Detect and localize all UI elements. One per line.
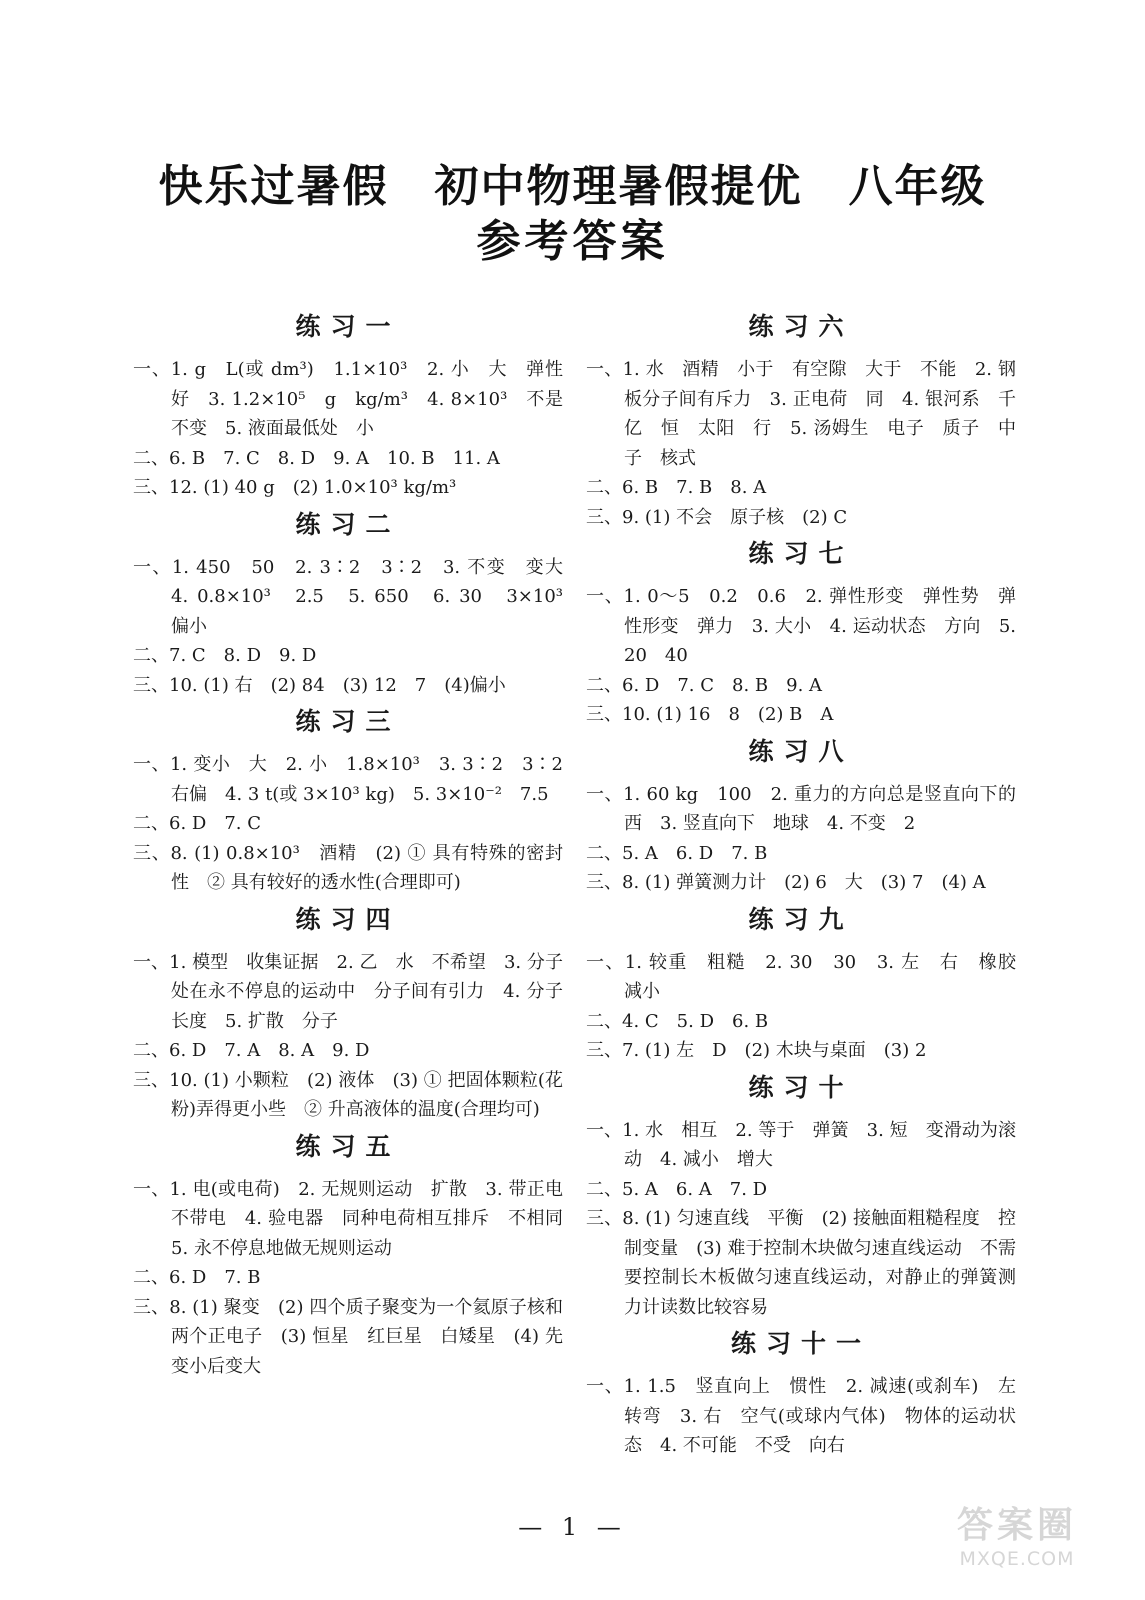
section-title: 练习六 <box>748 312 854 341</box>
left-column <box>133 305 581 1381</box>
answer-line: 一、1. 模型 收集证据 2. 乙 水 不希望 3. 分子处在永不停息的运动中 分子间有引力 4. 分子 长度 5. 扩散 分子 <box>133 951 581 1032</box>
section-title: 练习八 <box>748 736 854 766</box>
exercise-section <box>586 730 1034 898</box>
exercise-section <box>586 1322 1016 1461</box>
answer-line: 三、10. (1) 右 (2) 84 (3) 12 7 (4)偏小 <box>133 674 506 696</box>
answer-line: 一、1. 1.5 竖直向上 惯性 2. 减速(或刹车) 左转弯 3. 右 空气(或球内气体) 物体的运动状态 4. 不可能 不受 向右 <box>586 1376 1016 1456</box>
answer-line: 三、9. (1) 不会 原子核 (2) C <box>586 506 848 528</box>
section-title: 练习十一 <box>730 1329 871 1358</box>
answer-line: 二、4. C 5. D 6. B <box>586 1010 769 1032</box>
answer-line: 三、8. (1) 聚变 (2) 四个质子聚变为一个氦原子核和两个正电子 (3) 恒星 红巨星 白矮星 (4) 先变小后变大 <box>133 1296 563 1377</box>
exercise-section <box>586 1066 1016 1323</box>
answer-line: 二、6. D 7. A 8. A 9. D <box>133 1040 370 1061</box>
exercise-section <box>586 305 1016 532</box>
section-title: 练习五 <box>295 1131 401 1161</box>
exercise-section <box>586 898 1034 1066</box>
answer-line: 二、5. A 6. D 7. B <box>586 842 768 864</box>
answer-line: 三、7. (1) 左 D (2) 木块与桌面 (3) 2 <box>586 1040 927 1061</box>
answer-line: 二、6. D 7. B <box>133 1267 261 1288</box>
page-title: 快乐过暑假 初中物理暑假提优 八年级 <box>158 161 987 212</box>
exercise-section <box>133 305 581 503</box>
exercise-section <box>586 532 1016 730</box>
page-number: — 1 — <box>518 1513 627 1541</box>
watermark-logo <box>917 1504 1117 1574</box>
answer-line: 二、6. D 7. C <box>133 813 261 834</box>
answer-line: 三、10. (1) 16 8 (2) B A <box>586 704 834 725</box>
section-title: 练习二 <box>295 509 401 539</box>
section-title: 练习四 <box>295 904 401 934</box>
exercise-section <box>133 1125 581 1382</box>
answer-line: 三、8. (1) 弹簧测力计 (2) 6 大 (3) 7 (4) A <box>586 872 986 893</box>
exercise-section <box>133 898 581 1125</box>
watermark-url: MXQE.COM <box>959 1548 1075 1570</box>
answer-line: 三、8. (1) 0.8×10³ 酒精 (2) ① 具有特殊的密封性 ② 具有较好的透水性(合理即可) <box>133 842 563 893</box>
answer-line: 三、8. (1) 匀速直线 平衡 (2) 接触面粗糙程度 控制变量 (3) 难于控制木块做匀速直线运动 不需要控制长木板做匀速直线运动，对静止的弹簧测力计读数比较容易 <box>586 1208 1016 1318</box>
answer-line: 一、1. g L(或 dm³) 1.1×10³ 2. 小 大 弹性好 3. 1.2×10⁵ g kg/m³ 4. 8×10³ 不是 不变 5. 液面最低处 小 <box>133 359 581 439</box>
answer-line: 二、6. B 7. C 8. D 9. A 10. B 11. A <box>133 447 500 469</box>
right-column <box>586 305 1034 1461</box>
answer-line: 一、1. 450 50 2. 3∶2 3∶2 3. 不变 变大 4. 0.8×10³ 2.5 5. 650 6. 30 3×10³ 偏小 <box>133 556 581 637</box>
answer-line: 一、1. 60 kg 100 2. 重力的方向总是竖直向下的 西 3. 竖直向下 地球 4. 不变 2 <box>586 783 1034 834</box>
page-subtitle: 参考答案 <box>476 216 669 267</box>
answer-line: 三、12. (1) 40 g (2) 1.0×10³ kg/m³ <box>133 477 457 498</box>
answer-line: 一、1. 0～5 0.2 0.6 2. 弹性形变 弹性势 弹性形变 弹力 3. 大小 4. 运动状态 方向 5. 20 40 <box>586 586 1016 666</box>
answer-line: 一、1. 较重 粗糙 2. 30 30 3. 左 右 橡胶 减小 <box>586 951 1034 1002</box>
answer-line: 一、1. 变小 大 2. 小 1.8×10³ 3. 3∶2 3∶2 右偏 4. 3 t(或 3×10³ kg) 5. 3×10⁻² 7.5 <box>133 754 581 805</box>
answer-line: 一、1. 电(或电荷) 2. 无规则运动 扩散 3. 带正电 不带电 4. 验电器 同种电荷相互排斥 不相同 5. 永不停息地做无规则运动 <box>133 1178 581 1259</box>
section-title: 练习一 <box>295 312 401 341</box>
section-title: 练习十 <box>748 1072 854 1102</box>
answer-line: 二、6. B 7. B 8. A <box>586 477 767 498</box>
answer-line: 二、7. C 8. D 9. D <box>133 645 317 666</box>
watermark-text: 答案圈 <box>956 1505 1077 1546</box>
answer-line: 一、1. 水 酒精 小于 有空隙 大于 不能 2. 钢板分子间有斥力 3. 正电荷 同 4. 银河系 千亿 恒 太阳 行 5. 汤姆生 电子 质子 中子 核式 <box>586 359 1016 469</box>
answer-line: 三、10. (1) 小颗粒 (2) 液体 (3) ① 把固体颗粒(花粉)弄得更小些 ② 升高液体的温度(合理均可) <box>133 1069 563 1120</box>
section-title: 练习九 <box>748 904 854 934</box>
section-title: 练习七 <box>748 539 854 568</box>
answer-line: 二、6. D 7. C 8. B 9. A <box>586 674 823 696</box>
answer-line: 二、5. A 6. A 7. D <box>586 1178 768 1200</box>
exercise-section <box>133 700 581 898</box>
exercise-section <box>133 503 581 701</box>
answer-line: 一、1. 水 相互 2. 等于 弹簧 3. 短 变滑动为滚动 4. 减小 增大 <box>586 1119 1016 1170</box>
section-title: 练习三 <box>295 707 401 736</box>
